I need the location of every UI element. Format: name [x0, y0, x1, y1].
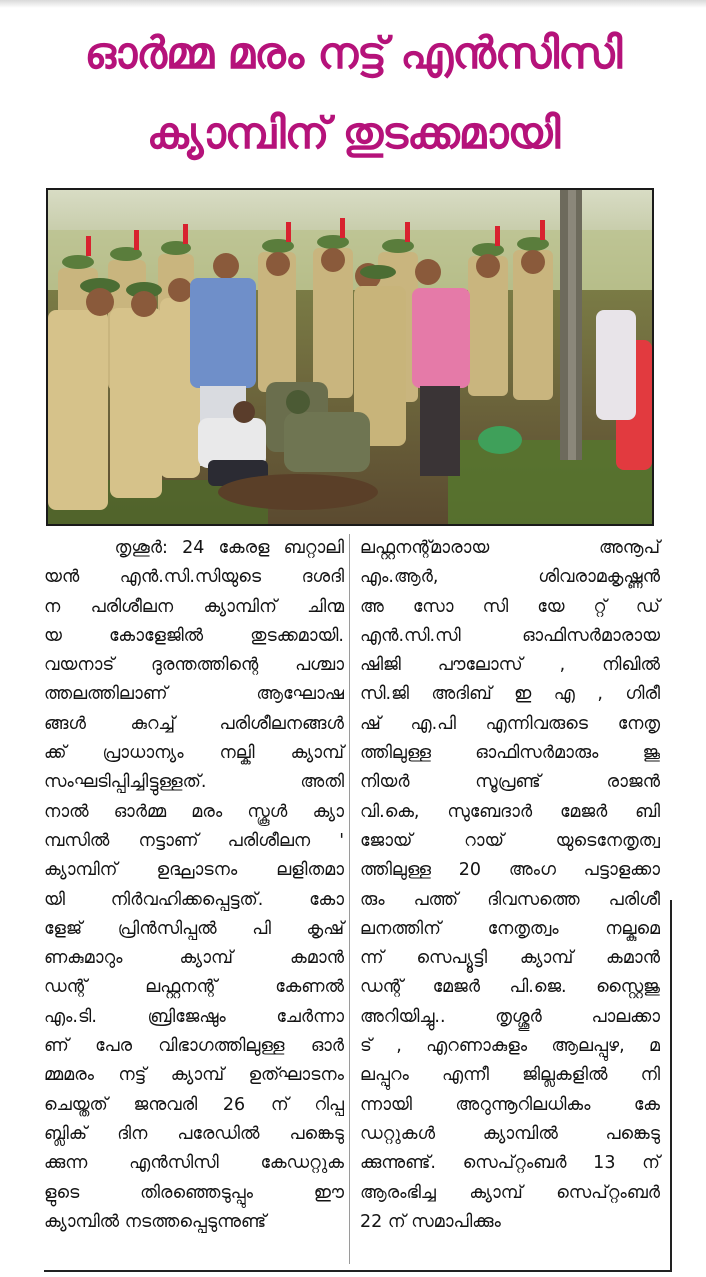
- article-left-line: യൻ എൻ.സി.സിയുടെ ദശദി: [44, 567, 344, 588]
- article-left-line: ങ്ങൾ കുറച്ച് പരിശീലനങ്ങൾ: [44, 713, 344, 734]
- article-right-line: വി.കെ, സുബേദാർ മേജർ ബി: [360, 801, 660, 822]
- article-right-line: അ സോ സി യേ റ്റ് ഡ്: [360, 596, 660, 617]
- article-right-line: ലനത്തിന് നേതൃത്വം നല്കുമെ: [360, 918, 660, 939]
- article-right-line: ന്ന് സെപ്യൂട്ടി ക്യാമ്പ് കമാൻ: [360, 948, 660, 969]
- article-right-line: സി.ജി അദിബ് ഇ എ , ഗിരീ: [360, 684, 660, 705]
- article-right-line: രും പത്ത് ദിവസത്തെ പരിശീ: [360, 889, 660, 910]
- article-left-line: ത്തലത്തിലാണ് ആഘോഷ: [44, 684, 344, 705]
- article-left-line: ചെയ്തത് ജനുവരി 26 ന് റിപ്പ: [44, 1094, 344, 1115]
- headline-line-2: ക്യാമ്പിന് തുടക്കമായി: [146, 108, 560, 159]
- column-divider: [349, 534, 350, 1264]
- article-right-line: ഷിജി പൗലോസ് , നിഖിൽ: [360, 655, 660, 676]
- article-left-line: ന പരിശീലന ക്യാമ്പിന് ചിന്മ: [44, 596, 344, 617]
- article-left-line: ക്ക് പ്രാധാന്യം നല്കി ക്യാമ്പ്: [44, 743, 344, 764]
- article-left-line: ക്യാമ്പിൽ നടത്തപ്പെടുന്നുണ്ട്: [44, 1211, 267, 1232]
- article-left-line: ക്കുന്ന എൻസിസി കേഡറ്റുക: [44, 1153, 344, 1174]
- bottom-rule: [44, 1270, 672, 1272]
- article-left-line: ളുടെ തിരഞ്ഞെടുപ്പും ഈ: [44, 1182, 344, 1203]
- article-left-line: യ കോളേജിൽ തുടക്കമായി.: [44, 625, 344, 646]
- article-right-line: ക്കുന്നുണ്ട്. സെപ്റ്റംബർ 13 ന്: [360, 1153, 660, 1174]
- article-left-line: ഡന്റ് ലഫ്റ്റനന്റ് കേണൽ: [44, 977, 344, 998]
- article-right-line: നിയർ സൂപ്രണ്ട് രാജൻ: [360, 772, 660, 793]
- article-right-line: ത്തിലുള്ള ഓഫിസർമാരും ജൂ: [360, 743, 660, 764]
- article-left-line: ളേജ് പ്രിൻസിപ്പൽ പി കൃഷ്: [44, 918, 344, 939]
- news-photo: [46, 188, 654, 526]
- article-right-line: ത്തിലുള്ള 20 അംഗ പട്ടാളക്കാ: [360, 860, 660, 881]
- article-left-line: സംഘടിപ്പിച്ചിട്ടുള്ളത്. അതി: [44, 772, 344, 793]
- article-left-column: [44, 534, 344, 1237]
- article-right-line: ഡന്റ് മേജർ പി.ജെ. സ്റ്റൈജു: [360, 977, 660, 998]
- article-right-line: ലഫ്റ്റനന്റ്മാരായ അനൂപ്: [360, 538, 660, 558]
- article-left-line: ക്യാമ്പിന് ഉദ്ഘാടനം ലളിതമാ: [44, 860, 344, 881]
- article-right-line: എം.ആർ, ശിവരാമകൃഷ്ണൻ: [360, 567, 660, 588]
- article-left-line: ണകുമാറും ക്യാമ്പ് കമാൻ: [44, 948, 344, 969]
- article-right-line: ഷ് എ.പി എന്നിവരുടെ നേതൃ: [360, 713, 660, 734]
- article-left-line: ബ്ലിക് ദിന പരേഡിൽ പങ്കെടു: [44, 1123, 344, 1144]
- right-edge-rule: [670, 900, 672, 1270]
- article-left-line: മ്മമരം നട്ട് ക്യാമ്പ് ഉത്ഘാടനം: [44, 1065, 344, 1086]
- article-right-line: 22 ന് സമാപിക്കും: [360, 1211, 501, 1232]
- article-right-line: എൻ.സി.സി ഓഫിസർമാരായ: [360, 625, 660, 646]
- article-right-line: അറിയിച്ചു.. തൃശ്ശൂർ പാലക്കാ: [360, 1006, 660, 1027]
- article-left-line: വയനാട് ദുരന്തത്തിന്റെ പശ്ചാ: [44, 655, 344, 676]
- article-right-line: ആരംഭിച്ച ക്യാമ്പ് സെപ്റ്റംബർ: [360, 1182, 660, 1203]
- article-left-line: എം.ടി. ബ്രിജേഷും ചേർന്നാ: [44, 1006, 344, 1027]
- article-right-line: ന്നായി അറുന്നൂറിലധികം കേ: [360, 1094, 660, 1115]
- headline-line-1: ഓർമ്മ മരം നട്ട് എൻസിസി: [84, 28, 622, 79]
- top-rule: [0, 0, 706, 8]
- photo-ncc-cadets-planting-tree-icon: [48, 190, 652, 524]
- article-left-line: തൃശൂർ: 24 കേരള ബറ്റാലി: [44, 538, 344, 558]
- article-right-line: ലപ്പുറം എന്നീ ജില്ലകളിൽ നി: [360, 1065, 660, 1086]
- article-right-line: ജോയ് റായ് യുടെനേതൃത്വ: [360, 830, 660, 851]
- article-left-line: ണ് പേര വിഭാഗത്തിലുള്ള ഓർ: [44, 1036, 344, 1057]
- article-right-column: [360, 534, 660, 1237]
- article-left-line: നാൽ ഓർമ്മ മരം സ്കൂൾ ക്യാ: [44, 801, 344, 822]
- article-right-line: ഡറ്റുകൾ ക്യാമ്പിൽ പങ്കെടു: [360, 1123, 660, 1144]
- article-right-line: ട് , എറണാകുളം ആലപ്പുഴ, മ: [360, 1036, 660, 1057]
- article-left-line: യി നിർവഹിക്കപ്പെട്ടത്. കോ: [44, 889, 344, 910]
- article-left-line: മ്പസിൽ നട്ടാണ് പരിശീലന ': [44, 830, 344, 851]
